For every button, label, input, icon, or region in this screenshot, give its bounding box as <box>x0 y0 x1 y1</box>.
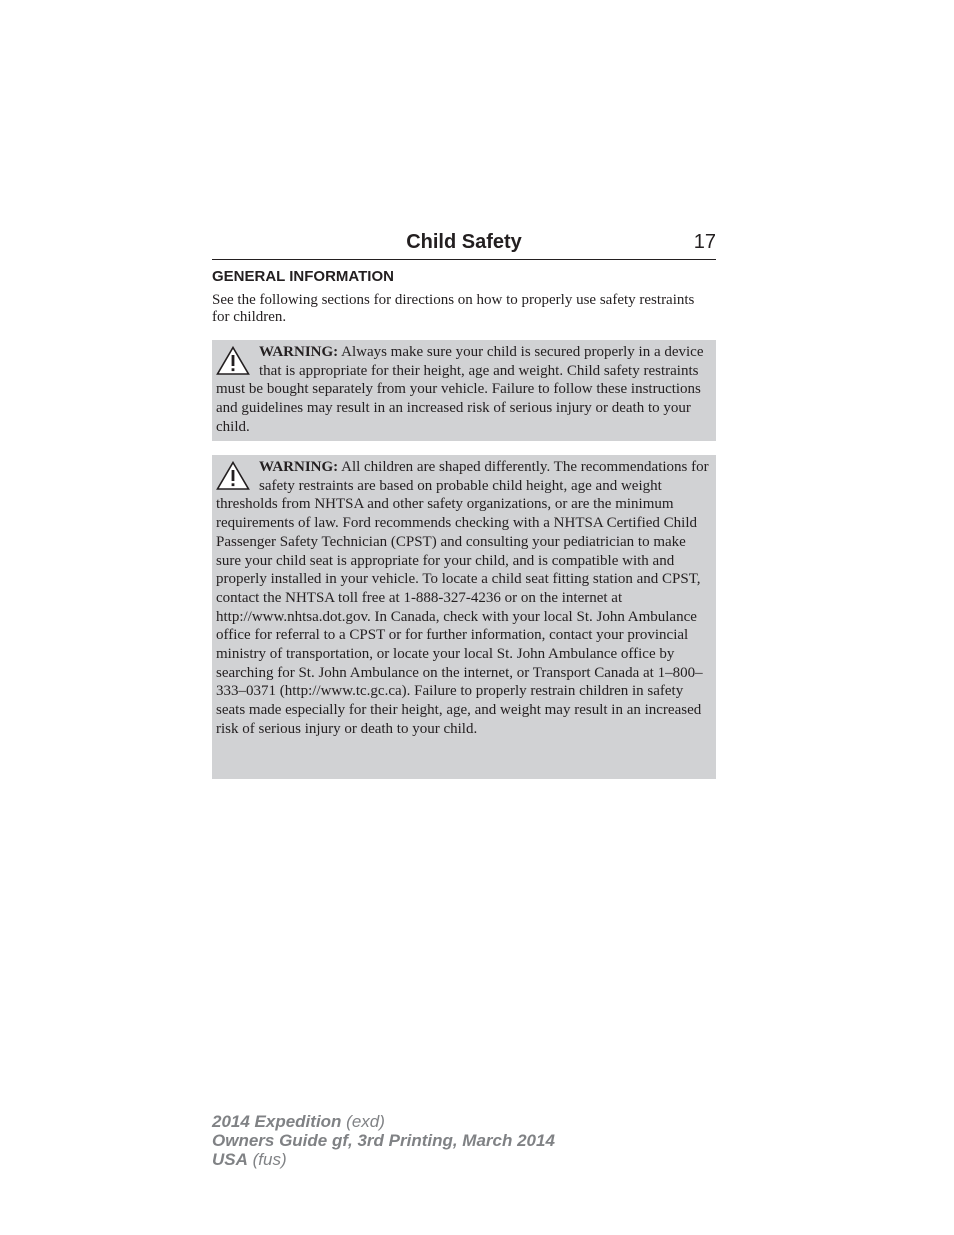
document-footer <box>212 1112 712 1169</box>
warning-triangle-icon <box>216 461 250 491</box>
section-heading: GENERAL INFORMATION <box>212 268 394 285</box>
footer-line-model <box>212 1112 712 1131</box>
footer-model-code: (exd) <box>346 1112 385 1131</box>
warning-triangle-icon <box>216 346 250 376</box>
page-header <box>212 229 716 260</box>
warning-label: WARNING: <box>259 344 339 360</box>
warning-label: WARNING: <box>259 459 339 475</box>
warning-box <box>212 455 716 779</box>
footer-model: 2014 Expedition <box>212 1112 342 1131</box>
warning-text: Always make sure your child is secured properly in a device that is appropriate for their height, age and weight. Child safety restraints must be bought separately from your vehicle. Failure to follow these instructions and guidelines may result in an increased risk of serious injury or death to your child. <box>216 344 704 435</box>
footer-market: USA <box>212 1150 248 1169</box>
warning-text: All children are shaped differently. The recommendations for safety restraints are based on probable child height, age and weight thresholds from NHTSA and other safety organizations, or are the minimum requirements of law. Ford recommends checking with a NHTSA Certified Child Passenger Safety Technician (CPST) and consulting your pediatrician to make sure your child seat is appropriate for your child, and is compatible with and properly installed in your vehicle. To locate a child seat fitting station and CPST, contact the NHTSA toll free at 1-888-327-4236 or on the internet at http://www.nhtsa.dot.gov. In Canada, check with your local St. John Ambulance office for referral to a CPST or for further information, contact your provincial ministry of transportation, or locate your local St. John Ambulance office by searching for St. John Ambulance on the internet, or Transport Canada at 1–800–333–0371 (http://www.tc.gc.ca). Failure to properly restrain children in safety seats made especially for their height, age, and weight may result in an increased risk of serious injury or death to your child. <box>216 459 709 737</box>
footer-line-market <box>212 1150 712 1169</box>
warning-box <box>212 340 716 441</box>
chapter-title: Child Safety <box>406 231 522 253</box>
page-number: 17 <box>693 231 716 253</box>
intro-paragraph: See the following sections for directions on how to properly use safety restraints for children. <box>212 292 695 325</box>
footer-line-printing: Owners Guide gf, 3rd Printing, March 2014 <box>212 1131 555 1150</box>
footer-market-code: (fus) <box>252 1150 287 1169</box>
